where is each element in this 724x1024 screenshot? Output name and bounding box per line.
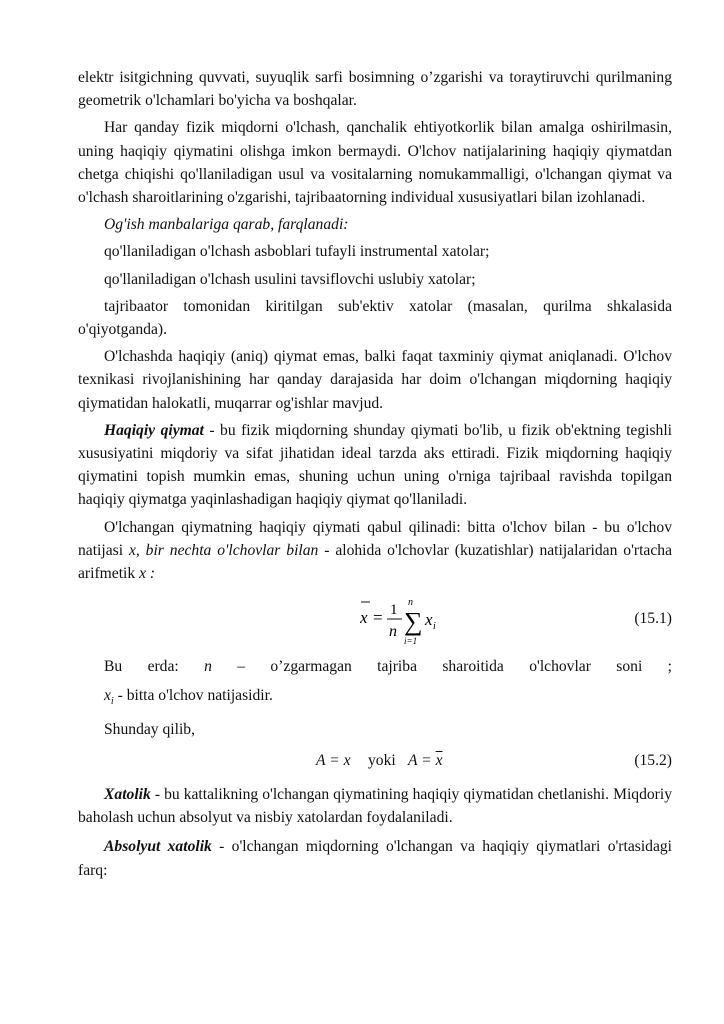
paragraph-9 [78, 516, 672, 586]
sum-top: n [408, 597, 413, 609]
mean-formula [360, 593, 460, 647]
paragraph-14-text: - o'lchangan miqdorning o'lchangan va haqiqiy qiymatlari o'rtasidagi farq: [78, 838, 672, 879]
paragraph-3-heading: Og'ish manbalariga qarab, farqlanadi: [104, 216, 349, 234]
equation-15-2 [78, 747, 672, 775]
eq2-right [408, 749, 443, 772]
term-error: Xatolik [104, 785, 151, 803]
equation-15-1 [78, 589, 672, 649]
paragraph-11-text: - bitta o'lchov natijasidir. [113, 687, 273, 705]
paragraph-11 [78, 684, 672, 713]
paragraph-8-text: - bu fizik miqdorning shunday qiymati bo'lib, u fizik ob'ektning tegishli xususiyatini miqdoriy va sifat jihatidan ideal tarzda aks ettiradi. Fizik miqdorning haqiqiy qiymatini topish mumkin emas, shuning uchun uning o'rniga tajribaal ravishda topilgan haqiqiy qiymatga yaqinlashadigan haqiqiy qiymat qo'llaniladi. [78, 421, 672, 509]
paragraph-1: elektr isitgichning quvvati, suyuqlik sarfi bosimning o’zgarishi va toraytiruvchi qurilmaning geometrik o'lchamlari bo'yicha va boshqalar. [78, 69, 672, 110]
eq2-right-a: A = [408, 751, 436, 769]
paragraph-7: O'lchashda haqiqiy (aniq) qiymat emas, balki faqat taxminiy qiymat aniqlanadi. O'lchov texnikasi rivojlanishining har qanday darajasida har doim o'lchangan miqdorning haqiqiy qiymatidan halokatli, muqarrar og'ishlar mavjud. [78, 348, 672, 412]
term-absolute-error: Absolyut xatolik [104, 838, 212, 856]
formula-sub-i: i [433, 621, 436, 633]
paragraph-2: Har qanday fizik miqdorni o'lchash, qanchalik ehtiyotkorlik bilan amalga oshirilmasin, uning haqiqiy qiymatini olishga imkon bermaydi. O'lchov natijalarining haqiqiy qiymatdan chetga chiqishi qo'llaniladigan usul va vositalarning nomukammalligi, o'lchangan qiymat va o'lchash sharoitlarining o'zgarishi, tajribaatorning individual xususiyatlari bilan izohlanadi. [78, 119, 672, 207]
sum-bottom: i=1 [404, 636, 418, 647]
equation-number-15-2: (15.2) [634, 751, 672, 769]
word: ; [667, 658, 672, 676]
word: tajriba [377, 658, 417, 676]
list-item-methodical: qo'llaniladigan o'lchash usulini tavsiflovchi uslubiy xatolar; [104, 270, 476, 288]
word: o'lchovlar [529, 658, 591, 676]
paragraph-9-italic: x, bir nechta o'lchovlar bilan [128, 541, 319, 559]
symbol-sub-i: i [110, 696, 114, 708]
formula-equals: = [373, 608, 383, 628]
symbol-x: x [104, 687, 111, 705]
formula-x: x [425, 610, 433, 630]
word: Bu [104, 658, 123, 676]
paragraph-13 [78, 783, 672, 829]
paragraph-14 [78, 835, 672, 881]
paragraph-12: Shunday qilib, [104, 720, 195, 738]
word: soni [616, 658, 643, 676]
formula-one: 1 [390, 602, 398, 619]
paragraph-9-text-a: O'lchangan qiymatning haqiqiy qiymati qabul qilinadi: bitta o'lchov bilan - bu o'lchov natijasi [78, 518, 672, 559]
word: sharoitida [442, 658, 504, 676]
paragraph-9-x: x : [139, 565, 156, 583]
paragraph-13-text: - bu kattalikning o'lchangan qiymatining haqiqiy qiymatidan chetlanishi. Miqdoriy baholash uchun absolyut va nisbiy xatolardan foydalaniladi. [78, 785, 672, 827]
list-item-instrumental: qo'llaniladigan o'lchash asboblari tufayli instrumental xatolar; [104, 243, 490, 261]
document-page [78, 66, 672, 886]
eq2-right-xbar: $\overline{x}$ [435, 751, 443, 769]
word-n: n [204, 658, 212, 676]
word: o’zgarmagan [270, 658, 352, 676]
paragraph-9-text-c: - alohida o'lchovlar (kuzatishlar) natijalaridan o'rtacha arifmetik [78, 541, 672, 583]
eq2-left: A = x [316, 751, 351, 769]
sum-sign: ∑ [404, 607, 423, 637]
paragraph-10 [78, 655, 672, 678]
formula-xbar: x [360, 608, 368, 628]
formula-n: n [389, 623, 397, 641]
equation-number-15-1: (15.1) [634, 610, 672, 628]
term-true-value: Haqiqiy qiymat [104, 421, 204, 439]
list-item-subjective: tajribaator tomonidan kiritilgan sub'ektiv xatolar (masalan, qurilma shkalasida o'qiyotganda). [78, 297, 672, 339]
eq2-or: yoki [368, 751, 396, 769]
word: – [237, 658, 246, 676]
word: erda: [147, 658, 179, 676]
paragraph-8 [78, 419, 672, 512]
